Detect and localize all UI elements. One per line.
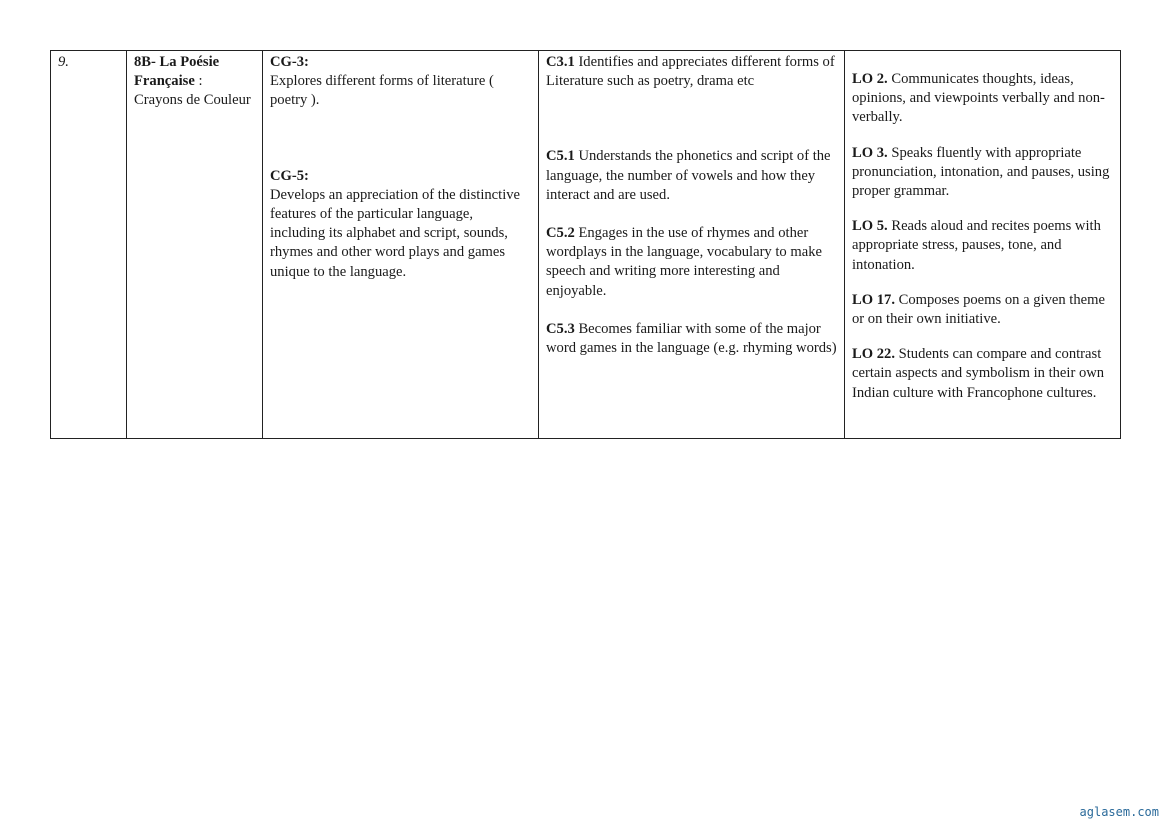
table-row [51, 51, 1121, 439]
serial-cell [51, 51, 127, 439]
curricular-goals-cell [263, 51, 539, 439]
goal-cg5 [270, 167, 531, 282]
unit-subtitle: Crayons de Couleur [134, 92, 251, 109]
outcome-text: Speaks fluently with appropriate pronunciation, intonation, and pauses, using proper grammar. [852, 144, 1110, 200]
goal-code: CG-5: [270, 167, 309, 184]
goal-text: Explores different forms of literature ( poetry ). [270, 73, 494, 109]
unit-cell [127, 51, 263, 439]
competency-text: Becomes familiar with some of the major word games in the language (e.g. rhyming words) [546, 320, 837, 357]
competency-code: C5.1 [546, 148, 575, 165]
goal-code: CG-3: [270, 54, 309, 70]
outcome-code: LO 2. [852, 71, 888, 87]
competency-code: C5.2 [546, 225, 575, 242]
competencies-cell [539, 51, 845, 439]
goal-text: Develops an appreciation of the distinctive features of the particular language, including its alphabet and script, sounds, rhymes and other word plays and games unique to the language. [270, 186, 521, 280]
competency-text: Identifies and appreciates different forms of Literature such as poetry, drama etc [546, 54, 835, 90]
outcome-code: LO 5. [852, 218, 888, 235]
learning-outcome-lo2 [852, 70, 1113, 128]
learning-outcomes-cell [845, 51, 1121, 439]
outcome-code: LO 3. [852, 144, 888, 161]
outcome-text: Reads aloud and recites poems with appropriate stress, pauses, tone, and intonation. [852, 218, 1101, 273]
learning-outcome-lo3 [852, 144, 1113, 202]
learning-outcome-lo17 [852, 291, 1113, 329]
competency-code: C3.1 [546, 54, 575, 70]
serial-number: 9. [58, 54, 69, 70]
outcome-text: Students can compare and contrast certain aspects and symbolism in their own Indian culture with Francophone cultures. [852, 346, 1105, 401]
watermark-link[interactable]: aglasem.com [1079, 805, 1159, 819]
competency-c52 [546, 224, 837, 301]
curriculum-table [50, 50, 1121, 439]
outcome-code: LO 22. [852, 346, 895, 363]
outcome-text: Communicates thoughts, ideas, opinions, and viewpoints verbally and non-verbally. [852, 71, 1105, 126]
learning-outcome-lo22 [852, 345, 1113, 403]
learning-outcome-lo5 [852, 217, 1113, 275]
outcome-text: Composes poems on a given theme or on their own initiative. [852, 291, 1105, 328]
unit-separator: : [194, 73, 203, 90]
competency-c51 [546, 147, 837, 205]
competency-c31 [546, 53, 837, 91]
outcome-code: LO 17. [852, 291, 895, 308]
unit-title: 8B- La Poésie Française [134, 54, 220, 90]
competency-c53 [546, 320, 837, 358]
competency-text: Engages in the use of rhymes and other wordplays in the language, vocabulary to make speech and writing more interesting and enjoyable. [546, 225, 822, 299]
competency-code: C5.3 [546, 320, 575, 337]
goal-cg3 [270, 53, 531, 111]
competency-text: Understands the phonetics and script of the language, the number of vowels and how they interact and are used. [546, 148, 831, 203]
